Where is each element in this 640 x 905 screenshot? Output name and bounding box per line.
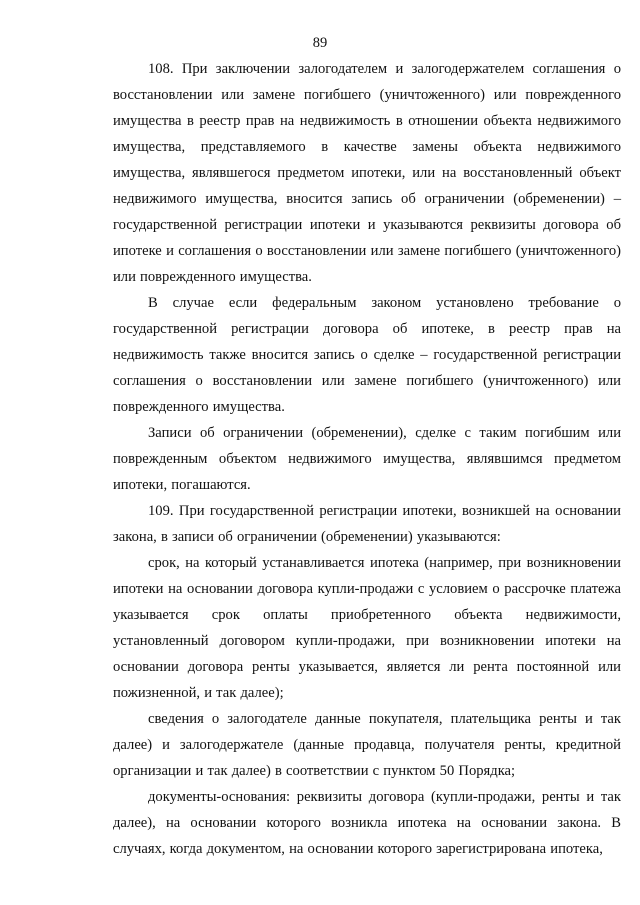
paragraph-109-parties: сведения о залогодателе данные покупателя, плательщика ренты и так далее) и залогодержателе (данные продавца, получателя ренты, кредитной организации и так далее) в соответствии с пунктом 50 Порядка; <box>113 711 621 779</box>
page-number: 89 <box>312 35 328 51</box>
paragraph-109-term: срок, на который устанавливается ипотека (например, при возникновении ипотеки на основании договора купли-продажи с условием о рассрочке платежа указывается срок оплаты приобретенного объекта недвижимости, установленный договором купли-продажи, при возникновении ипотеки на основании договора ренты указывается, является ли рента постоянной или пожизненной, и так далее); <box>113 555 621 701</box>
document-body <box>113 56 621 862</box>
paragraph-108: 108. При заключении залогодателем и залогодержателем соглашения о восстановлении или замене погибшего (уничтоженного) или поврежденного имущества в реестр прав на недвижимость в отношении объекта недвижимого имущества, представляемого в качестве замены объекта недвижимого имущества, являвшегося предметом ипотеки, или на восстановленный объект недвижимого имущества, вносится запись об ограничении (обременении) – государственной регистрации ипотеки и указываются реквизиты договора об ипотеке и соглашения о восстановлении или замене погибшего (уничтоженного) или поврежденного имущества. <box>113 61 621 285</box>
paragraph-108-registration-requirement: В случае если федеральным законом установлено требование о государственной регистрации договора об ипотеке, в реестр прав на недвижимость также вносится запись о сделке – государственной регистрации соглашения о восстановлении или замене погибшего (уничтоженного) или поврежденного имущества. <box>113 295 621 415</box>
paragraph-109: 109. При государственной регистрации ипотеки, возникшей на основании закона, в записи об ограничении (обременении) указываются: <box>113 503 621 545</box>
paragraph-109-documents: документы-основания: реквизиты договора (купли-продажи, ренты и так далее), на основании которого возникла ипотека на основании закона. В случаях, когда документом, на основании которого зарегистрирована ипотека, <box>113 789 621 857</box>
paragraph-108-records-cancelled: Записи об ограничении (обременении), сделке с таким погибшим или поврежденным объектом недвижимого имущества, являвшимся предметом ипотеки, погашаются. <box>113 425 621 493</box>
